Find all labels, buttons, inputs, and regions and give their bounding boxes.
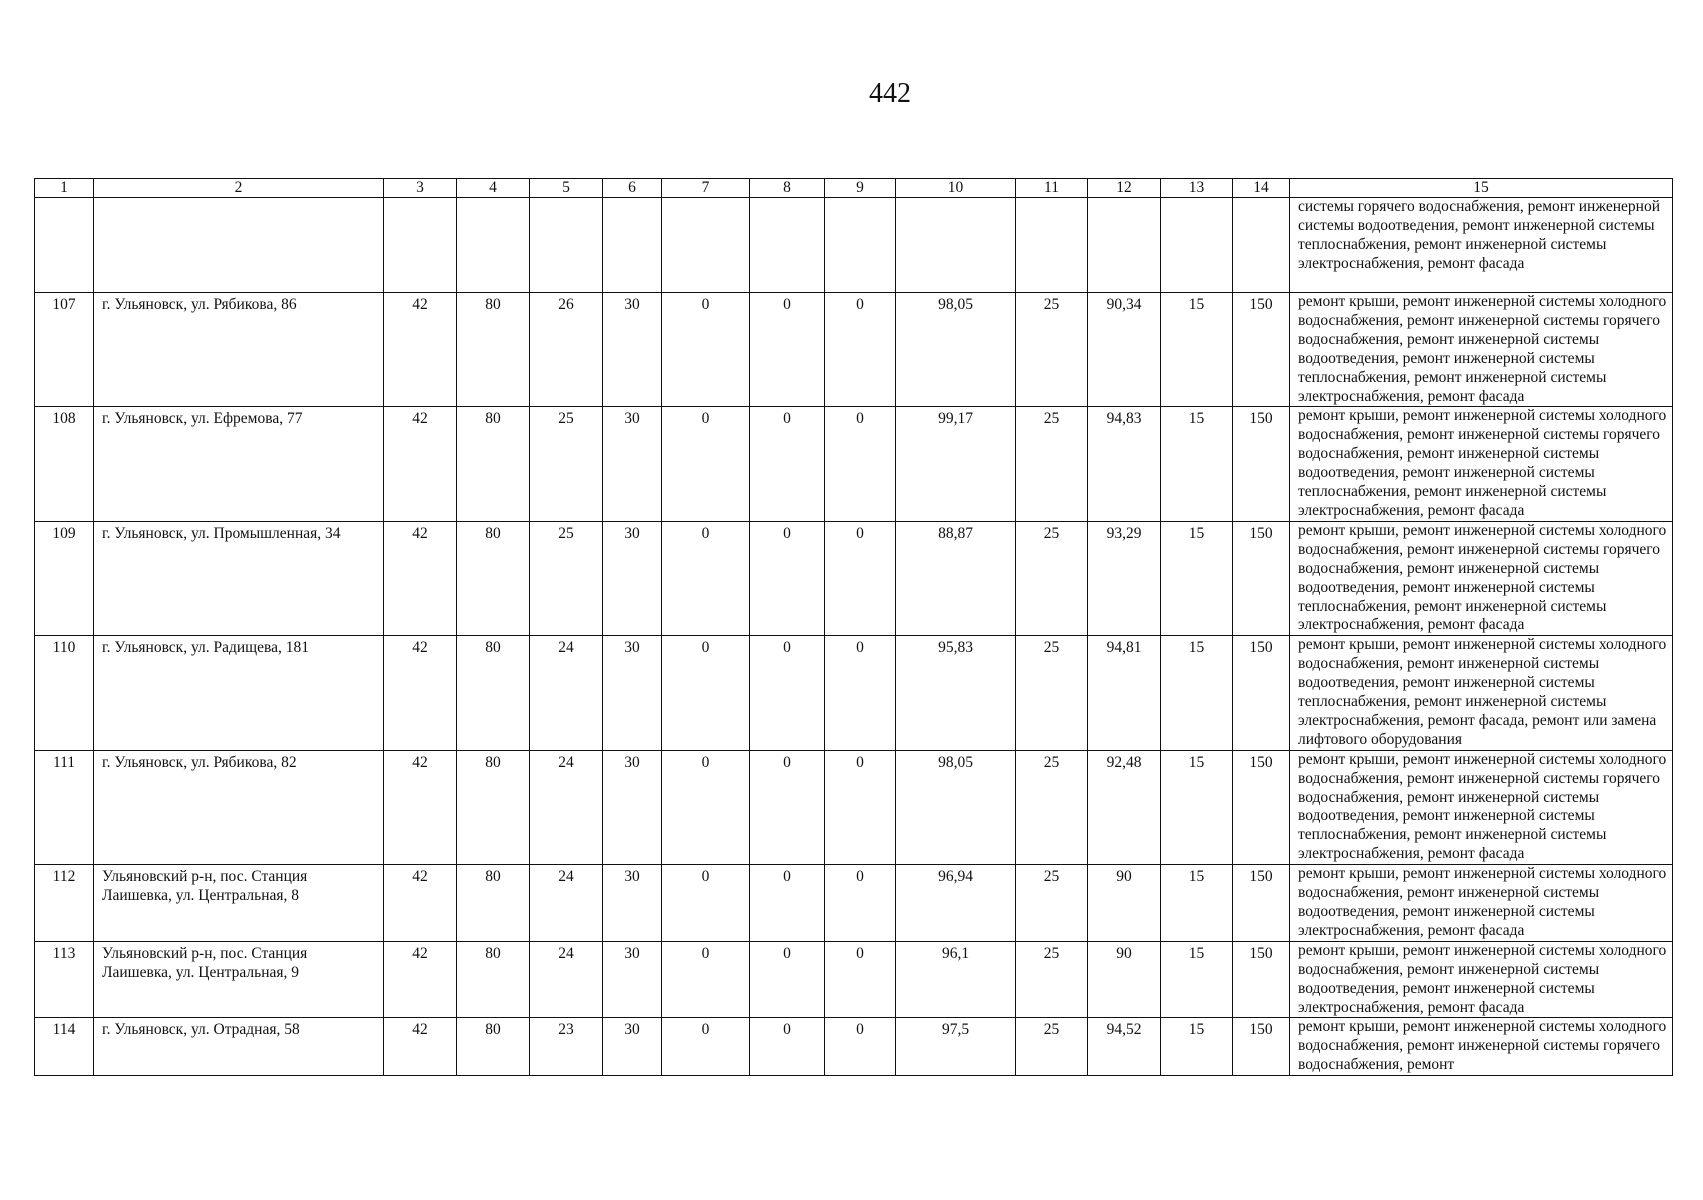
col12-cell: 93,29 xyxy=(1088,521,1161,635)
col9-cell: 0 xyxy=(825,636,896,750)
col6-cell: 30 xyxy=(603,941,662,1018)
col8-cell: 0 xyxy=(750,636,825,750)
address-cell: Ульяновский р-н, пос. Станция Лаишевка, ул. Центральная, 8 xyxy=(94,865,384,942)
col13-cell: 15 xyxy=(1161,941,1233,1018)
col8-cell: 0 xyxy=(750,941,825,1018)
col9-cell: 0 xyxy=(825,865,896,942)
col11-cell: 25 xyxy=(1016,407,1088,521)
page-number: 442 xyxy=(869,78,911,109)
table-row xyxy=(35,407,1673,521)
col5-cell: 23 xyxy=(530,1018,603,1076)
works-cell: системы горячего водоснабжения, ремонт инженерной системы водоотведения, ремонт инженерной системы теплоснабжения, ремонт инженерной системы электроснабжения, ремонт фасада xyxy=(1290,198,1673,293)
col14-cell: 150 xyxy=(1233,1018,1290,1076)
col3-cell: 42 xyxy=(384,636,457,750)
col-header-10: 10 xyxy=(896,179,1016,198)
col9-cell: 0 xyxy=(825,521,896,635)
works-cell: ремонт крыши, ремонт инженерной системы холодного водоснабжения, ремонт инженерной системы водоотведения, ремонт инженерной системы электроснабжения, ремонт фасада xyxy=(1290,865,1673,942)
col12-cell: 90,34 xyxy=(1088,293,1161,407)
col14-cell: 150 xyxy=(1233,865,1290,942)
col13-cell: 15 xyxy=(1161,750,1233,864)
col12-cell: 90 xyxy=(1088,865,1161,942)
col5-cell: 24 xyxy=(530,865,603,942)
col13-cell: 15 xyxy=(1161,407,1233,521)
col12-cell: 94,52 xyxy=(1088,1018,1161,1076)
col4-cell: 80 xyxy=(457,750,530,864)
col4-cell: 80 xyxy=(457,407,530,521)
continuation-row xyxy=(35,198,1673,293)
table-row xyxy=(35,941,1673,1018)
address-cell: г. Ульяновск, ул. Рябикова, 82 xyxy=(94,750,384,864)
col10-cell: 96,1 xyxy=(896,941,1016,1018)
col11-cell: 25 xyxy=(1016,293,1088,407)
col-header-6: 6 xyxy=(603,179,662,198)
row-number-cell: 113 xyxy=(35,941,94,1018)
table-row xyxy=(35,750,1673,864)
col9-cell: 0 xyxy=(825,293,896,407)
works-cell: ремонт крыши, ремонт инженерной системы холодного водоснабжения, ремонт инженерной системы горячего водоснабжения, ремонт инженерной системы водоотведения, ремонт инженерной системы теплоснабжения, ремонт инженерной системы электроснабжения, ремонт фасада xyxy=(1290,407,1673,521)
col12-cell: 90 xyxy=(1088,941,1161,1018)
col-header-7: 7 xyxy=(662,179,750,198)
col6-cell: 30 xyxy=(603,865,662,942)
col3-cell: 42 xyxy=(384,521,457,635)
table-row xyxy=(35,865,1673,942)
col-header-8: 8 xyxy=(750,179,825,198)
col8-cell: 0 xyxy=(750,407,825,521)
col8-cell: 0 xyxy=(750,293,825,407)
row-number-cell: 111 xyxy=(35,750,94,864)
address-cell: Ульяновский р-н, пос. Станция Лаишевка, ул. Центральная, 9 xyxy=(94,941,384,1018)
col12-cell: 94,83 xyxy=(1088,407,1161,521)
col13-cell: 15 xyxy=(1161,1018,1233,1076)
col10-cell: 99,17 xyxy=(896,407,1016,521)
col8-cell: 0 xyxy=(750,750,825,864)
col3-cell: 42 xyxy=(384,293,457,407)
col5-cell: 24 xyxy=(530,750,603,864)
col9-cell: 0 xyxy=(825,407,896,521)
col4-cell: 80 xyxy=(457,1018,530,1076)
col10-cell: 98,05 xyxy=(896,293,1016,407)
col4-cell: 80 xyxy=(457,521,530,635)
address-cell: г. Ульяновск, ул. Ефремова, 77 xyxy=(94,407,384,521)
col5-cell: 24 xyxy=(530,941,603,1018)
col10-cell: 96,94 xyxy=(896,865,1016,942)
col12-cell: 94,81 xyxy=(1088,636,1161,750)
col6-cell: 30 xyxy=(603,1018,662,1076)
col3-cell: 42 xyxy=(384,941,457,1018)
col9-cell: 0 xyxy=(825,1018,896,1076)
table-row xyxy=(35,636,1673,750)
col14-cell: 150 xyxy=(1233,293,1290,407)
repair-table-container xyxy=(34,178,1672,1076)
col-header-2: 2 xyxy=(94,179,384,198)
col11-cell: 25 xyxy=(1016,865,1088,942)
col13-cell: 15 xyxy=(1161,521,1233,635)
repair-table xyxy=(34,178,1673,1076)
col6-cell: 30 xyxy=(603,636,662,750)
col4-cell: 80 xyxy=(457,636,530,750)
col10-cell: 98,05 xyxy=(896,750,1016,864)
col8-cell: 0 xyxy=(750,1018,825,1076)
col3-cell: 42 xyxy=(384,750,457,864)
col11-cell: 25 xyxy=(1016,941,1088,1018)
col5-cell: 25 xyxy=(530,407,603,521)
col7-cell: 0 xyxy=(662,521,750,635)
col-header-15: 15 xyxy=(1290,179,1673,198)
col3-cell: 42 xyxy=(384,407,457,521)
col5-cell: 24 xyxy=(530,636,603,750)
col4-cell: 80 xyxy=(457,941,530,1018)
works-cell: ремонт крыши, ремонт инженерной системы холодного водоснабжения, ремонт инженерной системы водоотведения, ремонт инженерной системы теплоснабжения, ремонт инженерной системы электроснабжения, ремонт фасада, ремонт или замена лифтового оборудования xyxy=(1290,636,1673,750)
col11-cell: 25 xyxy=(1016,521,1088,635)
col-header-14: 14 xyxy=(1233,179,1290,198)
row-number-cell: 112 xyxy=(35,865,94,942)
col-header-4: 4 xyxy=(457,179,530,198)
col7-cell: 0 xyxy=(662,941,750,1018)
col12-cell: 92,48 xyxy=(1088,750,1161,864)
table-row xyxy=(35,293,1673,407)
col13-cell: 15 xyxy=(1161,293,1233,407)
col-header-3: 3 xyxy=(384,179,457,198)
works-cell: ремонт крыши, ремонт инженерной системы холодного водоснабжения, ремонт инженерной системы водоотведения, ремонт инженерной системы электроснабжения, ремонт фасада xyxy=(1290,941,1673,1018)
works-cell: ремонт крыши, ремонт инженерной системы холодного водоснабжения, ремонт инженерной системы горячего водоснабжения, ремонт инженерной системы водоотведения, ремонт инженерной системы теплоснабжения, ремонт инженерной системы электроснабжения, ремонт фасада xyxy=(1290,750,1673,864)
col7-cell: 0 xyxy=(662,865,750,942)
col9-cell: 0 xyxy=(825,750,896,864)
row-number-cell: 108 xyxy=(35,407,94,521)
col14-cell: 150 xyxy=(1233,941,1290,1018)
col11-cell: 25 xyxy=(1016,1018,1088,1076)
col5-cell: 26 xyxy=(530,293,603,407)
col8-cell: 0 xyxy=(750,865,825,942)
table-row xyxy=(35,521,1673,635)
col14-cell: 150 xyxy=(1233,407,1290,521)
address-cell: г. Ульяновск, ул. Промышленная, 34 xyxy=(94,521,384,635)
row-number-cell: 114 xyxy=(35,1018,94,1076)
col11-cell: 25 xyxy=(1016,750,1088,864)
col10-cell: 88,87 xyxy=(896,521,1016,635)
col9-cell: 0 xyxy=(825,941,896,1018)
col14-cell: 150 xyxy=(1233,636,1290,750)
col5-cell: 25 xyxy=(530,521,603,635)
col7-cell: 0 xyxy=(662,293,750,407)
col14-cell: 150 xyxy=(1233,521,1290,635)
col14-cell: 150 xyxy=(1233,750,1290,864)
col7-cell: 0 xyxy=(662,407,750,521)
col-header-12: 12 xyxy=(1088,179,1161,198)
col4-cell: 80 xyxy=(457,865,530,942)
col6-cell: 30 xyxy=(603,293,662,407)
col-header-11: 11 xyxy=(1016,179,1088,198)
col-header-9: 9 xyxy=(825,179,896,198)
col13-cell: 15 xyxy=(1161,636,1233,750)
col7-cell: 0 xyxy=(662,1018,750,1076)
col11-cell: 25 xyxy=(1016,636,1088,750)
col-header-13: 13 xyxy=(1161,179,1233,198)
col3-cell: 42 xyxy=(384,865,457,942)
header-row xyxy=(35,179,1673,198)
col3-cell: 42 xyxy=(384,1018,457,1076)
table-row xyxy=(35,1018,1673,1076)
col7-cell: 0 xyxy=(662,636,750,750)
col6-cell: 30 xyxy=(603,521,662,635)
col7-cell: 0 xyxy=(662,750,750,864)
col-header-5: 5 xyxy=(530,179,603,198)
row-number-cell: 107 xyxy=(35,293,94,407)
address-cell: г. Ульяновск, ул. Радищева, 181 xyxy=(94,636,384,750)
col6-cell: 30 xyxy=(603,407,662,521)
row-number-cell: 109 xyxy=(35,521,94,635)
works-cell: ремонт крыши, ремонт инженерной системы холодного водоснабжения, ремонт инженерной системы горячего водоснабжения, ремонт инженерной системы водоотведения, ремонт инженерной системы теплоснабжения, ремонт инженерной системы электроснабжения, ремонт фасада xyxy=(1290,521,1673,635)
row-number-cell: 110 xyxy=(35,636,94,750)
works-cell: ремонт крыши, ремонт инженерной системы холодного водоснабжения, ремонт инженерной системы горячего водоснабжения, ремонт xyxy=(1290,1018,1673,1076)
col4-cell: 80 xyxy=(457,293,530,407)
col10-cell: 97,5 xyxy=(896,1018,1016,1076)
col10-cell: 95,83 xyxy=(896,636,1016,750)
works-cell: ремонт крыши, ремонт инженерной системы холодного водоснабжения, ремонт инженерной системы горячего водоснабжения, ремонт инженерной системы водоотведения, ремонт инженерной системы теплоснабжения, ремонт инженерной системы электроснабжения, ремонт фасада xyxy=(1290,293,1673,407)
address-cell: г. Ульяновск, ул. Отрадная, 58 xyxy=(94,1018,384,1076)
address-cell: г. Ульяновск, ул. Рябикова, 86 xyxy=(94,293,384,407)
col6-cell: 30 xyxy=(603,750,662,864)
col13-cell: 15 xyxy=(1161,865,1233,942)
col8-cell: 0 xyxy=(750,521,825,635)
col-header-1: 1 xyxy=(35,179,94,198)
